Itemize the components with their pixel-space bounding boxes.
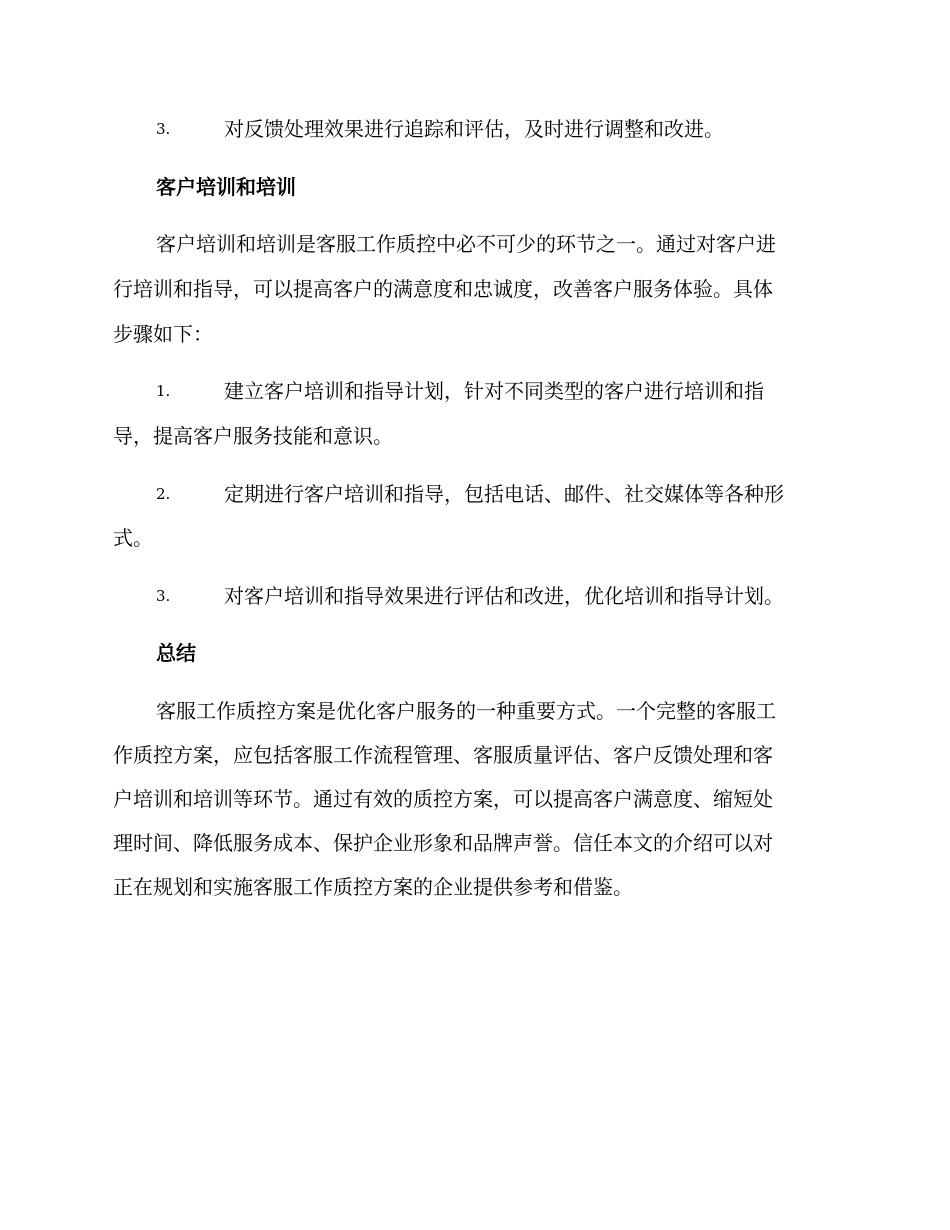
paragraph-line: 客户培训和培训是客服工作质控中必不可少的环节之一。通过对客户进 bbox=[156, 232, 776, 256]
list-item-continuation: 式。 bbox=[113, 526, 153, 550]
paragraph-line: 步骤如下： bbox=[113, 322, 213, 346]
paragraph-line: 理时间、降低服务成本、保护企业形象和品牌声誉。信任本文的介绍可以对 bbox=[113, 831, 773, 855]
list-number: 1. bbox=[156, 382, 171, 400]
list-item-text: 对客户培训和指导效果进行评估和改进，优化培训和指导计划。 bbox=[224, 584, 784, 608]
paragraph-line: 户培训和培训等环节。通过有效的质控方案，可以提高客户满意度、缩短处 bbox=[113, 787, 773, 811]
list-number: 3. bbox=[156, 120, 171, 138]
list-item-continuation: 导，提高客户服务技能和意识。 bbox=[113, 424, 393, 448]
section-heading-training: 客户培训和培训 bbox=[156, 175, 296, 199]
list-number: 2. bbox=[156, 485, 171, 503]
list-number: 3. bbox=[156, 587, 171, 605]
paragraph-line: 正在规划和实施客服工作质控方案的企业提供参考和借鉴。 bbox=[113, 875, 633, 899]
list-item-text: 建立客户培训和指导计划，针对不同类型的客户进行培训和指 bbox=[224, 379, 764, 403]
paragraph-line: 行培训和指导，可以提高客户的满意度和忠诚度，改善客户服务体验。具体 bbox=[113, 277, 773, 301]
list-item-text: 定期进行客户培训和指导，包括电话、邮件、社交媒体等各种形 bbox=[224, 482, 784, 506]
section-heading-summary: 总结 bbox=[156, 641, 196, 665]
paragraph-line: 作质控方案，应包括客服工作流程管理、客服质量评估、客户反馈处理和客 bbox=[113, 743, 773, 767]
list-item-text: 对反馈处理效果进行追踪和评估，及时进行调整和改进。 bbox=[224, 117, 724, 141]
paragraph-line: 客服工作质控方案是优化客户服务的一种重要方式。一个完整的客服工 bbox=[156, 699, 776, 723]
